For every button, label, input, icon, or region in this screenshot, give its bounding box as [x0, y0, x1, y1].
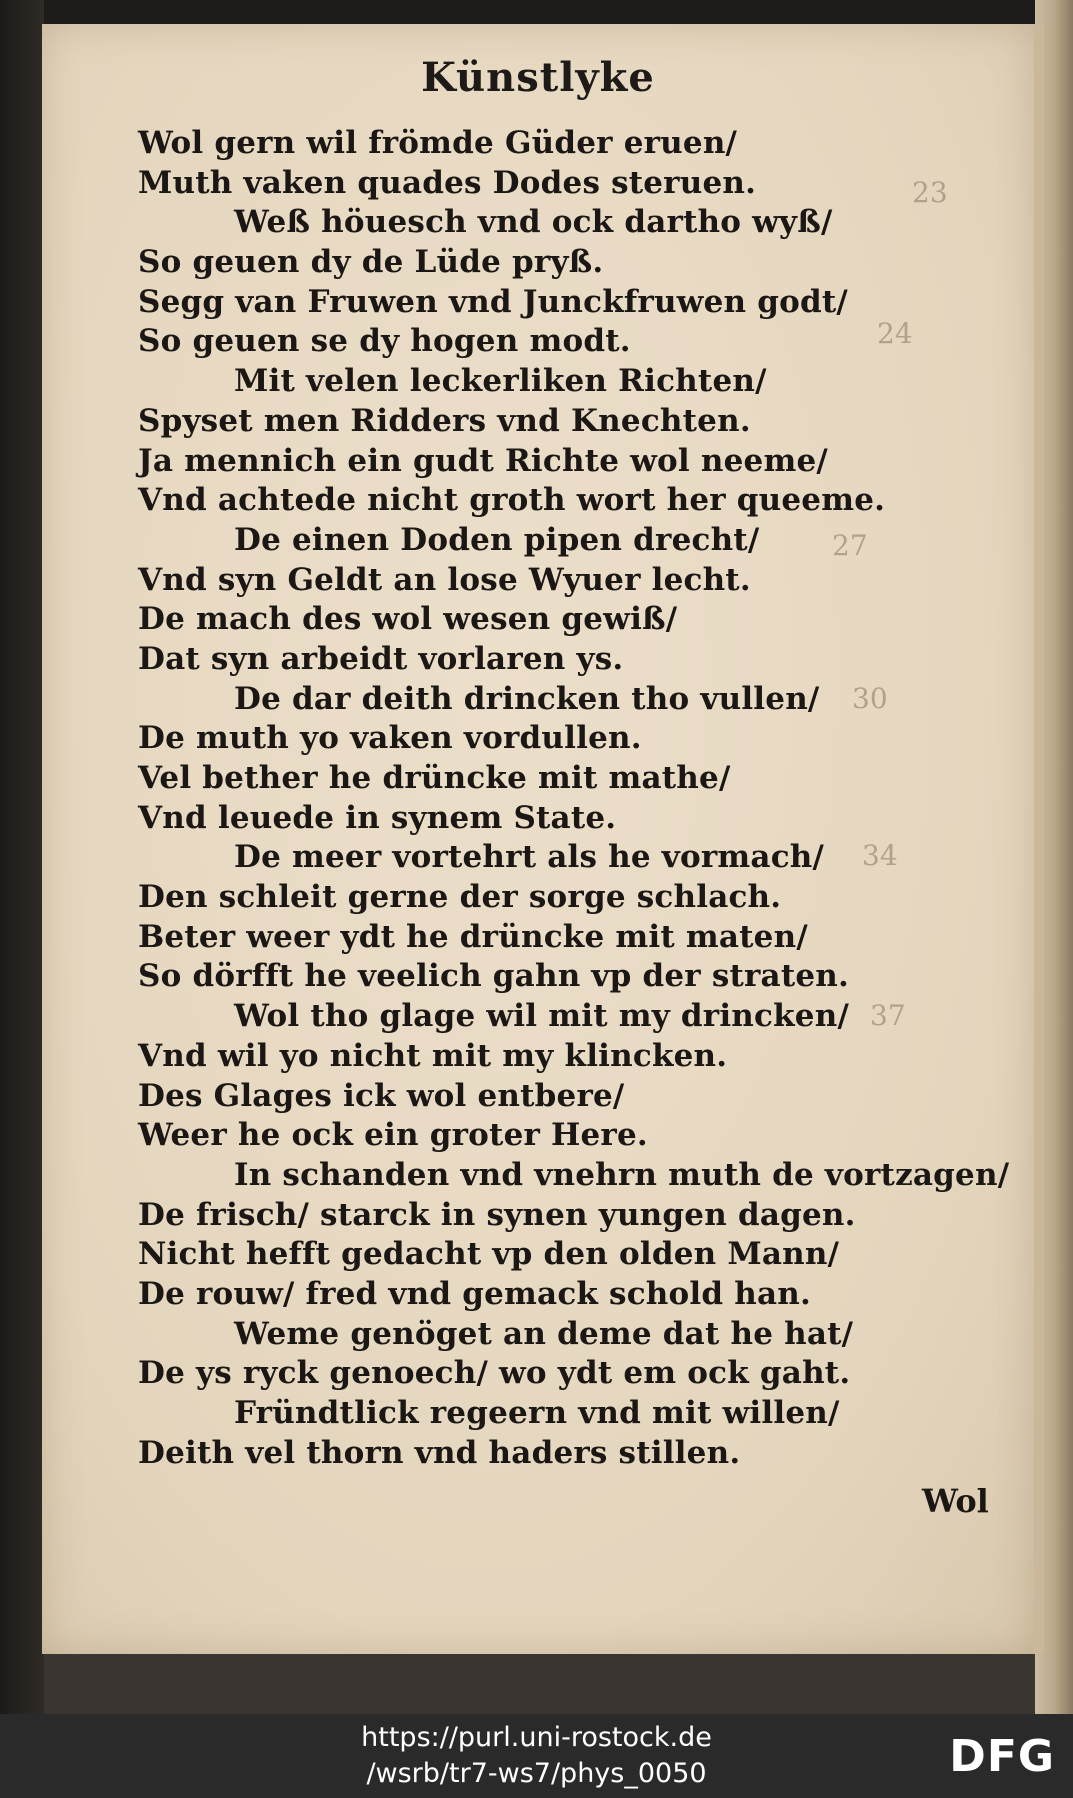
catchword: Wol	[922, 1482, 989, 1520]
verse-line: Vnd syn Geldt an lose Wyuer lecht.	[138, 561, 751, 598]
verse-line: Weer he ock ein groter Here.	[138, 1117, 648, 1154]
verse-line: So geuen se dy hogen modt.	[138, 323, 631, 360]
verse-line: De ys ryck genoech/ wo ydt em ock gaht.	[138, 1355, 851, 1392]
verse-line: De muth yo vaken vordullen.	[138, 720, 642, 757]
footer-bar	[0, 1714, 1073, 1798]
verse-line: Wol gern wil frömde Güder eruen/	[138, 125, 738, 161]
verse-line: Weß höuesch vnd ock dartho wyß/	[234, 204, 833, 241]
verse-line: Nicht hefft gedacht vp den olden Mann/	[138, 1236, 840, 1273]
verse-line: Ja mennich ein gudt Richte wol neeme/	[138, 442, 828, 479]
verse-line: Den schleit gerne der sorge schlach.	[138, 879, 782, 916]
verse-line: De frisch/ starck in synen yungen dagen.	[138, 1196, 856, 1233]
book-page	[42, 24, 1044, 1654]
running-head: Künstlyke	[421, 54, 655, 101]
verse-line: In schanden vnd vnehrn muth de vortzagen/	[234, 1156, 1010, 1193]
verse-line: Fründtlick regeern vnd mit willen/	[234, 1395, 840, 1431]
verse-line: De mach des wol wesen gewiß/	[138, 601, 678, 638]
margin-note: 37	[870, 999, 906, 1032]
margin-note: 34	[862, 839, 898, 872]
verse-line: De einen Doden pipen drecht/	[234, 521, 760, 558]
scan-top-edge	[0, 0, 1073, 26]
permalink-line-2[interactable]: /wsrb/tr7-ws7/phys_0050	[366, 1758, 707, 1789]
verse-line: Beter weer ydt he drüncke mit maten/	[138, 918, 808, 955]
verse-line: De meer vortehrt als he vormach/	[234, 839, 825, 876]
verse-line: Weme genöget an deme dat he hat/	[234, 1315, 854, 1352]
verse-line: Muth vaken quades Dodes steruen.	[138, 164, 757, 201]
verse-line: Spyset men Ridders vnd Knechten.	[138, 402, 751, 439]
verse-line: Vnd achtede nicht groth wort her queeme.	[138, 482, 886, 519]
margin-note: 27	[832, 529, 868, 562]
verse-line: Deith vel thorn vnd haders stillen.	[138, 1434, 741, 1471]
permalink-line-1[interactable]: https://purl.uni-rostock.de	[361, 1722, 712, 1753]
verse-line: De dar deith drincken tho vullen/	[234, 680, 820, 717]
margin-note: 30	[852, 682, 888, 715]
verse-line: Vnd wil yo nicht mit my klincken.	[138, 1037, 728, 1074]
verse-line: Vnd leuede in synem State.	[138, 799, 617, 836]
verse-line: So dörfft he veelich gahn vp der straten.	[138, 958, 849, 995]
scan-left-edge	[0, 0, 44, 1714]
verse-line: Mit velen leckerliken Richten/	[234, 363, 767, 400]
verse-line: Des Glages ick wol entbere/	[138, 1077, 625, 1114]
margin-note: 23	[912, 176, 948, 209]
verse-line: Dat syn arbeidt vorlaren ys.	[138, 640, 624, 677]
dfg-logo: DFG	[949, 1731, 1055, 1782]
verse-line: Wol tho glage wil mit my drincken/	[234, 998, 849, 1035]
verse-line: De rouw/ fred vnd gemack schold han.	[138, 1275, 812, 1312]
verse-line: Segg van Fruwen vnd Junckfruwen godt/	[138, 283, 848, 320]
margin-note: 24	[877, 317, 913, 350]
verse-line: Vel bether he drüncke mit mathe/	[138, 760, 731, 796]
verse-line: So geuen dy de Lüde pryß.	[138, 244, 604, 281]
